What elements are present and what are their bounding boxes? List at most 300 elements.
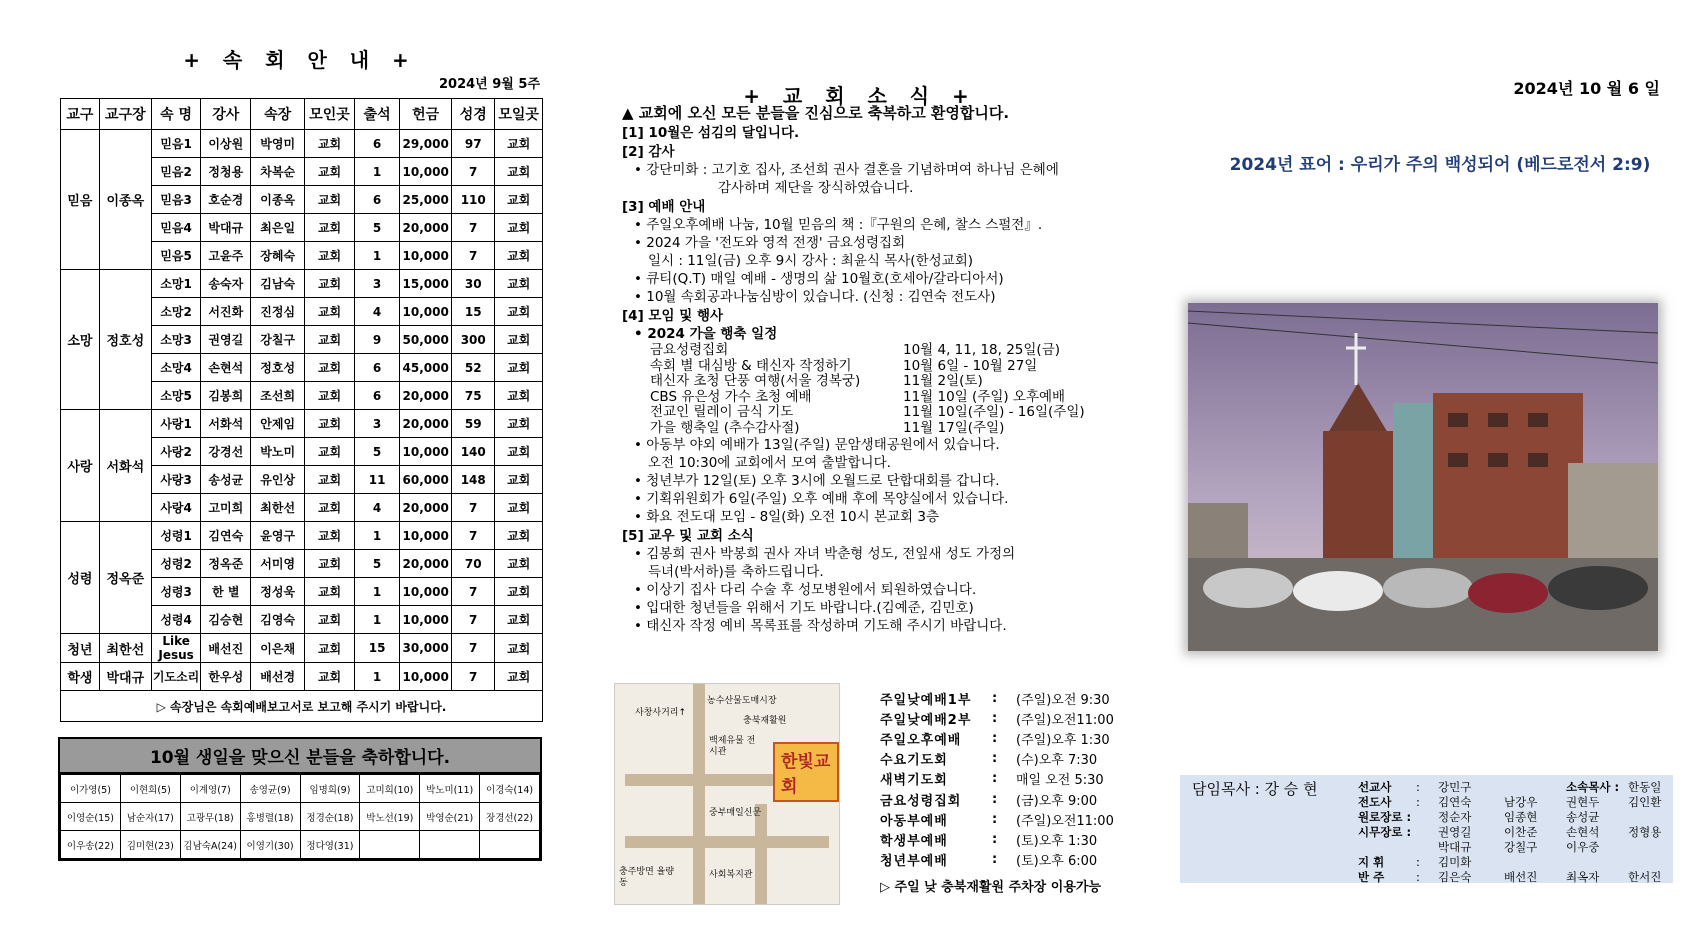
schedule-date: 10월 4, 11, 18, 25일(금): [903, 342, 1060, 358]
map-label-market: 농수산물도매시장: [707, 696, 777, 706]
staff-name: 권현두: [1566, 794, 1600, 809]
separator: :: [992, 831, 998, 847]
table-cell: 배선경: [251, 663, 305, 691]
service-name: 주일낮예배2부: [880, 712, 972, 728]
service-time: (주일)오전11:00: [1016, 712, 1114, 728]
table-cell: 교회: [495, 242, 543, 270]
district-leader-cell: 서화석: [99, 410, 151, 522]
service-name: 새벽기도회: [880, 773, 948, 789]
table-cell: 교회: [495, 130, 543, 158]
worship-notice-item: • 주일오후예배 나눔, 10월 믿음의 책 :『구원의 은혜, 찰스 스펄전』.: [634, 217, 1043, 233]
district-cell: 성령: [61, 522, 100, 634]
table-cell: 교회: [305, 494, 355, 522]
table-cell: 교회: [305, 270, 355, 298]
table-cell: 손현석: [201, 354, 251, 382]
staff-row: [1358, 794, 1688, 809]
column-header: 출석: [354, 99, 399, 130]
schedule-event: 태신자 초청 단풍 여행(서울 경복궁): [650, 373, 861, 389]
staff-name: 이우중: [1566, 839, 1600, 854]
table-cell: 97: [452, 130, 495, 158]
staff-name: 김은숙: [1438, 869, 1472, 884]
table-cell: 140: [452, 438, 495, 466]
table-cell: 10,000: [400, 663, 452, 691]
column-header: 교구장: [99, 99, 151, 130]
staff-name: 이찬준: [1504, 824, 1538, 839]
table-cell: 배선진: [201, 634, 251, 663]
staff-name: 권영길: [1438, 824, 1472, 839]
table-cell: 300: [452, 326, 495, 354]
map-label-rehab: 충북재활원: [743, 716, 787, 726]
table-cell: 30,000: [400, 634, 452, 663]
table-cell: 25,000: [400, 186, 452, 214]
schedule-event: 가을 행축일 (추수감사절): [650, 419, 800, 436]
table-cell: 박영미: [251, 130, 305, 158]
table-cell: 송숙자: [201, 270, 251, 298]
birthday-name: 장경선(22): [480, 803, 540, 831]
column-header: 강사: [201, 99, 251, 130]
separator: :: [992, 811, 998, 827]
table-cell: 교회: [305, 354, 355, 382]
church-news: [622, 104, 1142, 635]
table-cell: 59: [452, 410, 495, 438]
service-name: 학생부예배: [880, 833, 948, 849]
table-cell: 7: [452, 522, 495, 550]
table-cell: 4: [354, 298, 399, 326]
service-time: (토)오후 6:00: [1016, 854, 1098, 870]
table-row: [61, 634, 543, 663]
worship-notice-item: • 10월 속회공과나눔심방이 있습니다. (신청 : 김연숙 전도사): [634, 289, 996, 305]
table-cell: 20,000: [400, 550, 452, 578]
table-cell: 소망2: [151, 298, 201, 326]
table-cell: 교회: [305, 186, 355, 214]
separator: :: [992, 751, 998, 767]
table-cell: 7: [452, 663, 495, 691]
note-cell: ▷ 속장님은 속회예배보고서로 보고해 주시기 바랍니다.: [61, 691, 543, 722]
table-cell: 1: [354, 606, 399, 634]
table-cell: 권영길: [201, 326, 251, 354]
map-label-newspaper: 중부매일신문: [709, 808, 762, 818]
birthday-name: 김남숙A(24): [180, 831, 240, 859]
birthday-name: 고미희(10): [360, 775, 420, 803]
staff-row: [1358, 824, 1688, 839]
staff-name: 김미화: [1438, 854, 1472, 869]
thanks-item: • 강단미화 : 고기호 집사, 조선희 권사 결혼을 기념하며여 하나님 은혜에: [634, 162, 1059, 178]
table-cell: 7: [452, 578, 495, 606]
worship-time-row: [880, 769, 1120, 789]
table-cell: 1: [354, 578, 399, 606]
staff-name: 최옥자: [1566, 869, 1600, 884]
worship-time-row: [880, 688, 1120, 708]
table-cell: 50,000: [400, 326, 452, 354]
welcome-text: ▲ 교회에 오신 모든 분들을 진심으로 축복하고 환영합니다.: [622, 104, 1010, 122]
table-cell: 교회: [305, 663, 355, 691]
event-item: • 아동부 야외 예배가 13일(주일) 문암생태공원에서 있습니다.: [634, 437, 1000, 453]
worship-times: [880, 688, 1120, 870]
table-cell: 7: [452, 158, 495, 186]
member-news-item: • 김봉희 권사 박봉희 권사 자녀 박춘형 성도, 전잎새 성도 가정의: [634, 546, 1016, 562]
service-name: 금요성령집회: [880, 793, 962, 809]
table-cell: 30: [452, 270, 495, 298]
table-cell: 윤영구: [251, 522, 305, 550]
service-time: 매일 오전 5:30: [1016, 773, 1104, 789]
map-road-horizontal-2: [625, 836, 829, 848]
staff-name: 한서진: [1628, 869, 1662, 884]
birthday-title: 10월 생일을 맞으신 분들을 축하합니다.: [60, 739, 540, 774]
birthday-row: [61, 831, 540, 859]
table-cell: 성령3: [151, 578, 201, 606]
table-cell: 믿음4: [151, 214, 201, 242]
separator: :: [992, 690, 998, 706]
table-cell: 교회: [495, 522, 543, 550]
group-attendance-table: [60, 98, 543, 722]
birthday-name: 이가영(5): [61, 775, 121, 803]
table-cell: 교회: [305, 326, 355, 354]
member-news-item: • 태신자 작정 예비 목록표를 작성하며 기도해 주시기 바랍니다.: [634, 618, 1007, 634]
staff-box: [1180, 775, 1673, 883]
schedule-row: [622, 405, 1142, 421]
table-row: [61, 522, 543, 550]
map-road-vertical: [693, 684, 705, 904]
table-cell: 교회: [495, 438, 543, 466]
separator: :: [992, 771, 998, 787]
table-cell: 한우성: [201, 663, 251, 691]
table-cell: 교회: [495, 410, 543, 438]
table-cell: 15: [354, 634, 399, 663]
table-cell: 소망1: [151, 270, 201, 298]
table-cell: 안제임: [251, 410, 305, 438]
service-time: (토)오후 1:30: [1016, 833, 1098, 849]
staff-name: 손현석: [1566, 824, 1600, 839]
table-cell: 29,000: [400, 130, 452, 158]
column-header: 헌금: [400, 99, 452, 130]
table-cell: 교회: [305, 130, 355, 158]
yearly-motto: 2024년 표어 : 우리가 주의 백성되어 (베드로전서 2:9): [1229, 155, 1651, 175]
staff-name: 정형용: [1628, 824, 1662, 839]
map-road-vertical-2: [755, 804, 767, 904]
table-cell: 15,000: [400, 270, 452, 298]
table-cell: 박대규: [201, 214, 251, 242]
birthday-name: 이경숙(14): [480, 775, 540, 803]
location-map: [614, 683, 840, 905]
church-sign: 한빛교회: [773, 742, 839, 802]
table-cell: 교회: [305, 522, 355, 550]
table-row: [61, 270, 543, 298]
worship-time-row: [880, 850, 1120, 870]
section-2: [2] 감사: [622, 144, 675, 160]
staff-role: :: [1416, 794, 1420, 809]
staff-row: [1358, 809, 1688, 824]
events-list: [622, 436, 1142, 526]
birthday-name: 이영기(30): [240, 831, 300, 859]
map-label-welfare: 사회복지관: [709, 870, 753, 880]
table-cell: 교회: [305, 578, 355, 606]
district-leader-cell: 이종옥: [99, 130, 151, 270]
staff-name: 배선진: [1504, 869, 1538, 884]
birthday-name: 박영순(21): [420, 803, 480, 831]
birthday-name: 정다영(31): [300, 831, 360, 859]
table-cell: 사랑3: [151, 466, 201, 494]
event-item: 오전 10:30에 교회에서 모여 출발합니다.: [648, 455, 891, 471]
service-time: (주일)오전11:00: [1016, 813, 1114, 829]
staff-role: 전도사: [1358, 794, 1392, 809]
table-cell: 교회: [495, 494, 543, 522]
table-cell: 교회: [495, 606, 543, 634]
birthday-name: 이계영(7): [180, 775, 240, 803]
table-cell: 15: [452, 298, 495, 326]
table-cell: 이은채: [251, 634, 305, 663]
staff-name: 송성균: [1566, 809, 1600, 824]
event-item: • 청년부가 12일(토) 오후 3시에 오월드로 단합대회를 갑니다.: [634, 473, 1000, 489]
staff-name: 한동일: [1628, 779, 1662, 794]
map-label-museum: 백제유물 전시관: [709, 736, 756, 757]
table-cell: 소망4: [151, 354, 201, 382]
group-guide-title: + 속 회 안 내 +: [183, 48, 417, 72]
staff-name: 김인환: [1628, 794, 1662, 809]
column-header: 성경: [452, 99, 495, 130]
table-cell: 10,000: [400, 242, 452, 270]
schedule-row: [622, 390, 1142, 406]
senior-pastor: 담임목사 : 강 승 현: [1192, 780, 1318, 798]
thanks-item-cont: 감사하며 제단을 장식하였습니다.: [718, 180, 914, 196]
staff-name: 소속목사 :: [1566, 779, 1620, 794]
birthday-table: [60, 774, 540, 859]
birthday-name: 고광무(18): [180, 803, 240, 831]
schedule-row: [622, 343, 1142, 359]
table-cell: 김남숙: [251, 270, 305, 298]
table-cell: 최한선: [251, 494, 305, 522]
table-cell: 고윤주: [201, 242, 251, 270]
staff-role: 반 주: [1358, 869, 1385, 884]
birthday-name: [420, 831, 480, 859]
table-cell: 교회: [305, 242, 355, 270]
birthday-name: 박노선(19): [360, 803, 420, 831]
worship-time-row: [880, 829, 1120, 849]
table-cell: 김영숙: [251, 606, 305, 634]
table-cell: 교회: [305, 410, 355, 438]
district-leader-cell: 정호성: [99, 270, 151, 410]
column-header: 모일곳: [495, 99, 543, 130]
church-building-image: [1188, 303, 1658, 651]
staff-row: [1358, 869, 1688, 884]
table-cell: 정성욱: [251, 578, 305, 606]
table-cell: 교회: [495, 663, 543, 691]
table-row: [61, 410, 543, 438]
map-label-chungju: 충주방면 율량동: [619, 867, 675, 888]
schedule-date: 11월 17일(주일): [903, 419, 1005, 436]
table-cell: 교회: [495, 186, 543, 214]
district-cell: 믿음: [61, 130, 100, 270]
staff-role: :: [1416, 854, 1420, 869]
worship-notice-item: • 큐티(Q.T) 매일 예배 - 생명의 삶 10월호(호세아/갈라디아서): [634, 271, 1004, 287]
birthday-name: 이우송(22): [61, 831, 121, 859]
staff-name: 박대규: [1438, 839, 1472, 854]
staff-role: 선교사: [1358, 779, 1392, 794]
table-cell: 기도소리: [151, 663, 201, 691]
table-cell: 10,000: [400, 438, 452, 466]
section-5: [5] 교우 및 교회 소식: [622, 528, 754, 544]
table-cell: Like Jesus: [151, 634, 201, 663]
birthday-name: 송영균(9): [240, 775, 300, 803]
staff-row: [1358, 779, 1688, 794]
table-cell: 정호성: [251, 354, 305, 382]
worship-notice-item: 일시 : 11일(금) 오후 9시 강사 : 최윤식 목사(한성교회): [648, 253, 973, 269]
birthday-name: 김미현(23): [120, 831, 180, 859]
table-cell: 45,000: [400, 354, 452, 382]
table-header-row: [61, 99, 543, 130]
birthday-name: 박노미(11): [420, 775, 480, 803]
table-cell: 교회: [305, 438, 355, 466]
table-cell: 교회: [305, 158, 355, 186]
staff-role: 시무장로 :: [1358, 824, 1412, 839]
table-cell: 교회: [495, 578, 543, 606]
column-header: 속장: [251, 99, 305, 130]
table-cell: 소망3: [151, 326, 201, 354]
district-cell: 사랑: [61, 410, 100, 522]
column-header: 속 명: [151, 99, 201, 130]
birthday-row: [61, 803, 540, 831]
member-news-item: 득녀(박서하)를 축하드립니다.: [648, 564, 824, 580]
schedule-heading: • 2024 가을 행축 일정: [634, 326, 778, 342]
district-cell: 청년: [61, 634, 100, 663]
schedule-event: 속회 별 대심방 & 태신자 작정하기: [650, 357, 852, 374]
staff-name: 강칠구: [1504, 839, 1538, 854]
separator: :: [992, 791, 998, 807]
table-cell: 교회: [305, 466, 355, 494]
note-row: [61, 691, 543, 722]
worship-time-row: [880, 749, 1120, 769]
table-cell: 4: [354, 494, 399, 522]
staff-row: [1358, 839, 1688, 854]
table-cell: 믿음5: [151, 242, 201, 270]
table-cell: 사랑1: [151, 410, 201, 438]
table-cell: 10,000: [400, 606, 452, 634]
table-cell: 3: [354, 410, 399, 438]
table-cell: 김연숙: [201, 522, 251, 550]
table-cell: 9: [354, 326, 399, 354]
staff-role: :: [1416, 869, 1420, 884]
table-cell: 교회: [305, 298, 355, 326]
table-cell: 6: [354, 130, 399, 158]
table-cell: 10,000: [400, 298, 452, 326]
service-time: (주일)오후 1:30: [1016, 732, 1110, 748]
table-cell: 김봉희: [201, 382, 251, 410]
schedule-date: 11월 10일 (주일) 오후예배: [903, 388, 1066, 405]
worship-time-row: [880, 789, 1120, 809]
table-cell: 송성균: [201, 466, 251, 494]
staff-name: 임종현: [1504, 809, 1538, 824]
table-cell: 한 별: [201, 578, 251, 606]
separator: :: [992, 710, 998, 726]
column-header: 모인곳: [305, 99, 355, 130]
map-label-sachang: 사창사거리↑: [635, 708, 687, 718]
table-cell: 6: [354, 354, 399, 382]
table-cell: 정청용: [201, 158, 251, 186]
table-cell: 장혜숙: [251, 242, 305, 270]
church-news-title: + 교 회 소 식 +: [743, 84, 977, 108]
table-cell: 1: [354, 522, 399, 550]
table-cell: 믿음1: [151, 130, 201, 158]
table-cell: 6: [354, 186, 399, 214]
member-news-item: • 입대한 청년들을 위해서 기도 바랍니다.(김예준, 김민호): [634, 600, 974, 616]
table-cell: 고미희: [201, 494, 251, 522]
district-leader-cell: 최한선: [99, 634, 151, 663]
birthday-name: 이현희(5): [120, 775, 180, 803]
separator: :: [992, 730, 998, 746]
table-cell: 교회: [305, 214, 355, 242]
table-cell: 20,000: [400, 382, 452, 410]
table-row: [61, 663, 543, 691]
schedule-event: 금요성령집회: [650, 342, 729, 358]
table-cell: 10,000: [400, 158, 452, 186]
table-cell: 6: [354, 382, 399, 410]
table-cell: 7: [452, 606, 495, 634]
table-cell: 성령4: [151, 606, 201, 634]
table-cell: 7: [452, 634, 495, 663]
birthday-name: 홍병렬(18): [240, 803, 300, 831]
table-cell: 믿음2: [151, 158, 201, 186]
section-4: [4] 모임 및 행사: [622, 308, 724, 324]
table-cell: 강경선: [201, 438, 251, 466]
table-cell: 5: [354, 438, 399, 466]
table-cell: 5: [354, 214, 399, 242]
event-item: • 화요 전도대 모임 - 8일(화) 오전 10시 본교회 3층: [634, 509, 940, 525]
service-name: 주일낮예배1부: [880, 692, 972, 708]
member-news-item: • 이상기 집사 다리 수술 후 성모병원에서 퇴원하였습니다.: [634, 582, 977, 598]
staff-role: 원로장로 :: [1358, 809, 1412, 824]
table-cell: 75: [452, 382, 495, 410]
table-cell: 1: [354, 242, 399, 270]
staff-name: 강민구: [1438, 779, 1472, 794]
schedule-row: [622, 359, 1142, 375]
table-cell: 20,000: [400, 494, 452, 522]
table-cell: 70: [452, 550, 495, 578]
table-cell: 박노미: [251, 438, 305, 466]
table-cell: 교회: [305, 382, 355, 410]
table-cell: 이상원: [201, 130, 251, 158]
column-header: 교구: [61, 99, 100, 130]
staff-role: 지 휘: [1358, 854, 1385, 869]
table-cell: 교회: [305, 634, 355, 663]
table-cell: 1: [354, 158, 399, 186]
table-cell: 11: [354, 466, 399, 494]
table-cell: 52: [452, 354, 495, 382]
section-1: [1] 10월은 섬김의 달입니다.: [622, 125, 800, 141]
group-guide-date: 2024년 9월 5주: [439, 77, 540, 92]
table-cell: 교회: [495, 550, 543, 578]
staff-name: 김연숙: [1438, 794, 1472, 809]
schedule-list: [622, 343, 1142, 436]
table-cell: 20,000: [400, 410, 452, 438]
staff-name: 정순자: [1438, 809, 1472, 824]
schedule-row: [622, 421, 1142, 437]
table-cell: 서화석: [201, 410, 251, 438]
table-cell: 교회: [495, 298, 543, 326]
table-cell: 교회: [495, 270, 543, 298]
table-cell: 사랑4: [151, 494, 201, 522]
table-cell: 교회: [495, 214, 543, 242]
section-3: [3] 예배 안내: [622, 199, 706, 215]
service-name: 청년부예배: [880, 854, 948, 870]
birthday-name: 임명희(9): [300, 775, 360, 803]
table-cell: 7: [452, 494, 495, 522]
birthday-name: 남순자(17): [120, 803, 180, 831]
event-item: • 기획위원회가 6일(주일) 오후 예배 후에 목양실에서 있습니다.: [634, 491, 1009, 507]
table-cell: 최은일: [251, 214, 305, 242]
table-cell: 교회: [495, 326, 543, 354]
schedule-event: 전교인 릴레이 금식 기도: [650, 404, 794, 420]
table-cell: 호순경: [201, 186, 251, 214]
table-cell: 유인상: [251, 466, 305, 494]
